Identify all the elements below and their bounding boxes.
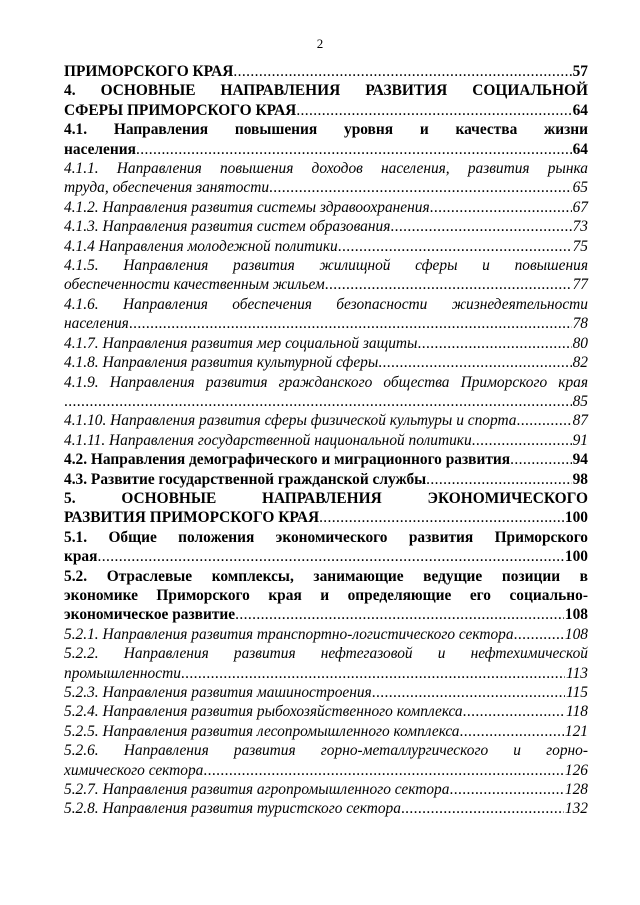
toc-entry-title-line: 4.1.9. Направления развития гражданского общества Приморского края	[64, 373, 588, 391]
toc-entry-title: обеспеченности качественным жильем	[64, 276, 325, 294]
toc-entry-leader-row	[64, 353, 588, 372]
page-number: 2	[316, 36, 324, 51]
toc-entry-page-number: 100	[564, 509, 588, 527]
toc-entry-leader-row	[64, 450, 588, 469]
toc-entry-title: 5.2.5. Направления развития лесопромышленного комплекса	[64, 722, 460, 740]
toc-entry-leader-row	[64, 198, 588, 217]
toc-entry[interactable]	[64, 295, 588, 334]
toc-entry-page-number: 87	[572, 412, 588, 430]
toc-entry-page-number: 65	[572, 179, 588, 197]
toc-entry[interactable]	[64, 411, 588, 430]
dot-leader	[269, 178, 572, 197]
toc-entry[interactable]	[64, 625, 588, 644]
toc-entry-title: 4.1.8. Направления развития культурной сферы	[64, 354, 379, 372]
dot-leader	[463, 702, 565, 721]
toc-entry-title: населения	[64, 315, 129, 333]
toc-entry-page-number: 64	[572, 101, 588, 119]
toc-entry-page-number: 98	[572, 470, 588, 488]
dot-leader	[319, 508, 564, 527]
toc-entry-leader-row	[64, 431, 588, 450]
toc-entry-leader-row	[64, 392, 588, 411]
dot-leader	[203, 761, 564, 780]
toc-entry-leader-row	[64, 275, 588, 294]
toc-entry-leader-row	[64, 722, 588, 741]
toc-entry[interactable]	[64, 799, 588, 818]
toc-entry[interactable]	[64, 334, 588, 353]
toc-entry[interactable]	[64, 702, 588, 721]
toc-entry-page-number: 57	[572, 63, 588, 80]
toc-entry-leader-row	[64, 237, 588, 256]
toc-entry-page-number: 100	[564, 548, 588, 566]
toc-entry-title-line: 5. ОСНОВНЫЕ НАПРАВЛЕНИЯ ЭКОНОМИЧЕСКОГО	[64, 489, 588, 507]
toc-entry-page-number: 132	[564, 800, 588, 818]
toc-entry-leader-row	[64, 62, 588, 81]
dot-leader	[129, 314, 572, 333]
toc-entry-title: экономическое развитие	[64, 606, 236, 624]
toc-entry-page-number: 121	[564, 722, 588, 740]
dot-leader	[64, 392, 572, 411]
toc-entry-page-number: 108	[564, 625, 588, 643]
dot-leader	[233, 62, 571, 81]
toc-entry[interactable]	[64, 683, 588, 702]
toc-entry-page-number: 77	[572, 276, 588, 294]
toc-entry-page-number: 64	[572, 140, 588, 158]
toc-entry[interactable]	[64, 256, 588, 295]
toc-entry-leader-row	[64, 702, 588, 721]
toc-entry-title: 4.1.3. Направления развития систем образования	[64, 218, 391, 236]
toc-entry-title: ПРИМОРСКОГО КРАЯ	[64, 63, 234, 80]
toc-entry-title-line: 4. ОСНОВНЫЕ НАПРАВЛЕНИЯ РАЗВИТИЯ СОЦИАЛЬНОЙ	[64, 82, 588, 100]
dot-leader	[430, 198, 572, 217]
toc-entry-title: 4.1.4 Направления молодежной политики	[64, 237, 338, 255]
dot-leader	[426, 470, 571, 489]
toc-entry-page-number: 126	[564, 761, 588, 779]
dot-leader	[401, 799, 564, 818]
dot-leader	[325, 275, 572, 294]
toc-entry-leader-row	[64, 217, 588, 236]
toc-entry-page-number: 91	[572, 431, 588, 449]
dot-leader	[378, 353, 571, 372]
toc-entry-leader-row	[64, 334, 588, 353]
toc-entry-page-number: 67	[572, 198, 588, 216]
toc-entry[interactable]	[64, 431, 588, 450]
toc-entry-leader-row	[64, 625, 588, 644]
toc-entry-page-number: 108	[564, 606, 588, 624]
toc-entry[interactable]	[64, 237, 588, 256]
toc-entry[interactable]	[64, 722, 588, 741]
toc-entry-title: РАЗВИТИЯ ПРИМОРСКОГО КРАЯ	[64, 509, 320, 527]
toc-entry[interactable]	[64, 489, 588, 528]
dot-leader	[459, 722, 563, 741]
toc-entry-title: СФЕРЫ ПРИМОРСКОГО КРАЯ	[64, 101, 297, 119]
toc-entry[interactable]	[64, 353, 588, 372]
toc-entry-title: 4.3. Развитие государственной гражданской службы	[64, 470, 427, 488]
toc-entry[interactable]	[64, 644, 588, 683]
toc-entry-page-number: 85	[572, 392, 588, 410]
toc-entry-title-line: экономике Приморского края и определяющие его социально-	[64, 586, 588, 604]
toc-entry-title: труда, обеспечения занятости	[64, 179, 270, 197]
toc-entry[interactable]	[64, 373, 588, 412]
dot-leader	[514, 625, 564, 644]
toc-entry-leader-row	[64, 101, 588, 120]
toc-entry-title: химического сектора	[64, 761, 204, 779]
toc-entry[interactable]	[64, 198, 588, 217]
dot-leader	[390, 217, 571, 236]
toc-entry-title-line: 4.1. Направления повышения уровня и качества жизни	[64, 121, 588, 139]
toc-entry-title: 5.2.3. Направления развития машиностроения	[64, 684, 372, 701]
toc-entry-title: 4.1.2. Направления развития системы здравоохранения	[64, 198, 430, 216]
dot-leader	[449, 780, 563, 799]
toc-entry-leader-row	[64, 780, 588, 799]
toc-entry-page-number: 78	[572, 315, 588, 333]
dot-leader	[296, 101, 571, 120]
dot-leader	[417, 334, 571, 353]
toc-entry-title-line: 4.1.1. Направления повышения доходов населения, развития рынка	[64, 160, 588, 178]
toc-entry-leader-row	[64, 178, 588, 197]
toc-entry-leader-row	[64, 799, 588, 818]
toc-entry-title: 4.1.11. Направления государственной национальной политики	[64, 431, 472, 449]
toc-entry-title: 4.1.7. Направления развития мер социальной защиты	[64, 334, 418, 352]
toc-entry-title-line: 5.2.6. Направления развития горно-металлургического и горно-	[64, 742, 588, 760]
dot-leader	[372, 683, 565, 702]
toc-entry-title: населения	[64, 140, 136, 158]
toc-entry[interactable]	[64, 780, 588, 799]
toc-entry[interactable]	[64, 741, 588, 780]
toc-entry-page-number: 80	[572, 334, 588, 352]
toc-entry-title-line: 5.1. Общие положения экономического развития Приморского	[64, 528, 588, 546]
dot-leader	[181, 664, 565, 683]
toc-entry-leader-row	[64, 140, 588, 159]
toc-entry[interactable]	[64, 120, 588, 159]
dot-leader	[136, 140, 572, 159]
toc-entry[interactable]	[64, 159, 588, 198]
toc-entry-title: 5.2.4. Направления развития рыбохозяйственного комплекса	[64, 703, 463, 721]
toc-entry-title-line: 4.1.5. Направления развития жилищной сферы и повышения	[64, 257, 588, 275]
dot-leader	[338, 237, 572, 256]
table-of-contents	[64, 62, 588, 819]
dot-leader	[510, 450, 572, 469]
toc-entry-page-number: 115	[566, 684, 588, 701]
toc-entry-page-number: 94	[572, 451, 588, 469]
toc-entry-page-number: 75	[572, 237, 588, 255]
dot-leader	[97, 547, 563, 566]
toc-entry-leader-row	[64, 683, 588, 702]
toc-entry[interactable]	[64, 217, 588, 236]
toc-entry[interactable]	[64, 81, 588, 120]
toc-entry-title: 5.2.8. Направления развития туристского сектора	[64, 800, 401, 818]
toc-entry-page-number: 113	[566, 664, 588, 682]
toc-entry-leader-row	[64, 761, 588, 780]
dot-leader	[516, 411, 571, 430]
toc-entry-title: промышленности	[64, 664, 181, 682]
toc-entry[interactable]	[64, 567, 588, 625]
toc-entry[interactable]	[64, 470, 588, 489]
toc-entry-title: 5.2.7. Направления развития агропромышленного сектора	[64, 781, 450, 799]
toc-entry-leader-row	[64, 547, 588, 566]
toc-entry-title-line: 4.1.6. Направления обеспечения безопасности жизнедеятельности	[64, 295, 588, 313]
toc-entry[interactable]	[64, 450, 588, 469]
toc-entry-page-number: 73	[572, 218, 588, 236]
toc-entry-title: 4.1.10. Направления развития сферы физической культуры и спорта	[64, 412, 517, 430]
toc-entry[interactable]	[64, 528, 588, 567]
toc-entry-page-number: 128	[564, 781, 588, 799]
toc-entry-leader-row	[64, 508, 588, 527]
toc-entry-title-line: 5.2. Отраслевые комплексы, занимающие ведущие позиции в	[64, 567, 588, 585]
toc-entry-leader-row	[64, 470, 588, 489]
toc-entry[interactable]	[64, 62, 588, 81]
toc-entry-leader-row	[64, 664, 588, 683]
toc-entry-title: 5.2.1. Направления развития транспортно-логистического сектора	[64, 625, 514, 643]
toc-entry-leader-row	[64, 605, 588, 624]
toc-entry-leader-row	[64, 314, 588, 333]
toc-entry-page-number: 118	[566, 703, 588, 721]
dot-leader	[472, 431, 572, 450]
toc-entry-title: 4.2. Направления демографического и миграционного развития	[64, 451, 511, 469]
dot-leader	[235, 605, 564, 624]
toc-entry-page-number: 82	[572, 354, 588, 372]
toc-entry-title-line: 5.2.2. Направления развития нефтегазовой и нефтехимической	[64, 645, 588, 663]
toc-entry-leader-row	[64, 411, 588, 430]
toc-entry-title: края	[64, 548, 98, 566]
